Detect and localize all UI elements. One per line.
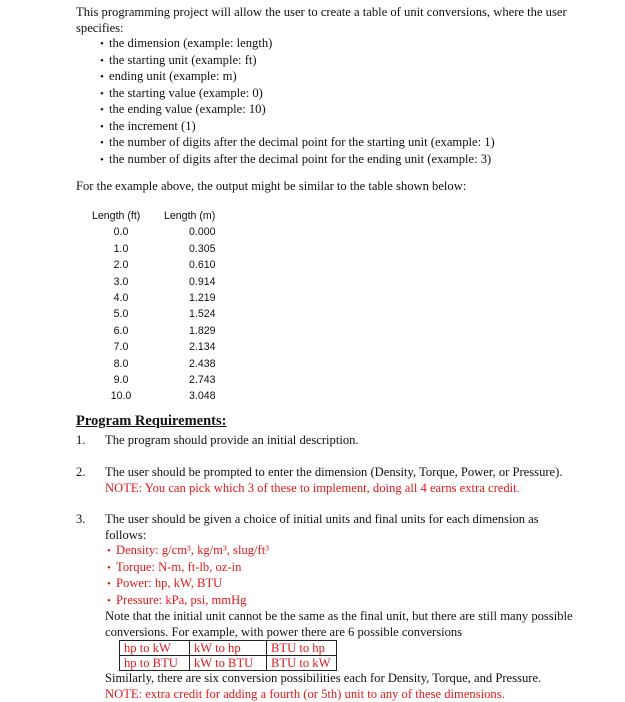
grid-cell: BTU to hp <box>267 641 337 656</box>
cell-m: 2.743 <box>164 372 216 388</box>
spec-item: • the starting value (example: 0) <box>100 86 606 103</box>
cell-ft: 5.0 <box>92 306 164 322</box>
cell-ft: 2.0 <box>92 257 164 273</box>
cell-ft: 1.0 <box>92 241 164 257</box>
cell-ft: 4.0 <box>92 290 164 306</box>
cell-m: 2.134 <box>164 339 216 355</box>
cell-m: 0.914 <box>164 274 216 290</box>
cell-ft: 0.0 <box>92 224 164 240</box>
cell-m: 0.305 <box>164 241 216 257</box>
cell-m: 1.829 <box>164 323 216 339</box>
grid-cell: kW to hp <box>190 641 267 656</box>
table-row <box>92 257 216 273</box>
cell-m: 1.524 <box>164 306 216 322</box>
cell-m: 1.219 <box>164 290 216 306</box>
intro-line-1: This programming project will allow the user to create a table of unit conversions, where the user <box>76 5 606 21</box>
grid-cell: kW to BTU <box>190 656 267 671</box>
requirement-text: The user should be prompted to enter the dimension (Density, Torque, Power, or Pressure). <box>105 465 606 481</box>
requirement-number: 2. <box>76 465 85 481</box>
cell-ft: 10.0 <box>92 388 164 404</box>
extra-credit-note: NOTE: extra credit for adding a fourth (or 5th) unit to any of these dimensions. <box>105 687 606 702</box>
intro-line-2: specifies: <box>76 21 606 37</box>
unit-density: • Density: g/cm³, kg/m³, slug/ft³ <box>107 543 606 560</box>
grid-row <box>120 656 337 671</box>
spec-item: • ending unit (example: m) <box>100 69 606 86</box>
cell-ft: 7.0 <box>92 339 164 355</box>
cell-ft: 3.0 <box>92 274 164 290</box>
unit-pressure: • Pressure: kPa, psi, mmHg <box>107 593 606 610</box>
requirement-text: The user should be given a choice of initial units and final units for each dimension as <box>105 512 606 528</box>
table-row <box>92 306 216 322</box>
spec-item: • the dimension (example: length) <box>100 36 606 53</box>
note-line-2: conversions. For example, with power there are 6 possible conversions <box>105 625 606 641</box>
requirements-title: Program Requirements: <box>76 414 226 430</box>
unit-power: • Power: hp, kW, BTU <box>107 576 606 593</box>
grid-cell: BTU to kW <box>267 656 337 671</box>
power-conversion-grid <box>119 640 337 671</box>
table-header-m: Length (m) <box>164 208 216 224</box>
table-row <box>92 323 216 339</box>
spec-item: • the ending value (example: 10) <box>100 102 606 119</box>
requirement-number: 1. <box>76 433 85 449</box>
table-header-ft: Length (ft) <box>92 208 164 224</box>
cell-m: 0.000 <box>164 224 216 240</box>
cell-m: 0.610 <box>164 257 216 273</box>
unit-torque: • Torque: N-m, ft-lb, oz-in <box>107 560 606 577</box>
requirement-1 <box>76 433 606 449</box>
table-row <box>92 388 216 404</box>
grid-row <box>120 641 337 656</box>
spec-list <box>76 36 606 168</box>
cell-ft: 8.0 <box>92 356 164 372</box>
similarly-text: Similarly, there are six conversion possibilities each for Density, Torque, and Pressure. <box>105 671 606 687</box>
grid-cell: hp to BTU <box>120 656 190 671</box>
spec-item: • the number of digits after the decimal point for the ending unit (example: 3) <box>100 152 606 169</box>
table-row <box>92 290 216 306</box>
cell-m: 3.048 <box>164 388 216 404</box>
table-row <box>92 339 216 355</box>
grid-cell: hp to kW <box>120 641 190 656</box>
conversion-table <box>92 208 216 405</box>
example-intro-text: For the example above, the output might be similar to the table shown below: <box>76 179 466 195</box>
unit-list <box>105 543 606 609</box>
table-row <box>92 241 216 257</box>
table-row <box>92 274 216 290</box>
spec-item: • the starting unit (example: ft) <box>100 53 606 70</box>
requirement-number: 3. <box>76 512 85 528</box>
table-row <box>92 356 216 372</box>
spec-item: • the increment (1) <box>100 119 606 136</box>
table-row <box>92 224 216 240</box>
table-row <box>92 372 216 388</box>
requirement-note: NOTE: You can pick which 3 of these to implement, doing all 4 earns extra credit. <box>105 481 606 497</box>
cell-m: 2.438 <box>164 356 216 372</box>
requirement-text: The program should provide an initial description. <box>105 433 606 449</box>
cell-ft: 9.0 <box>92 372 164 388</box>
cell-ft: 6.0 <box>92 323 164 339</box>
note-line-1: Note that the initial unit cannot be the same as the final unit, but there are still many possible <box>105 609 606 625</box>
requirement-3 <box>76 512 606 702</box>
requirement-2 <box>76 465 606 496</box>
requirement-text-cont: follows: <box>105 528 606 544</box>
intro-section <box>76 5 606 168</box>
spec-item: • the number of digits after the decimal point for the starting unit (example: 1) <box>100 135 606 152</box>
